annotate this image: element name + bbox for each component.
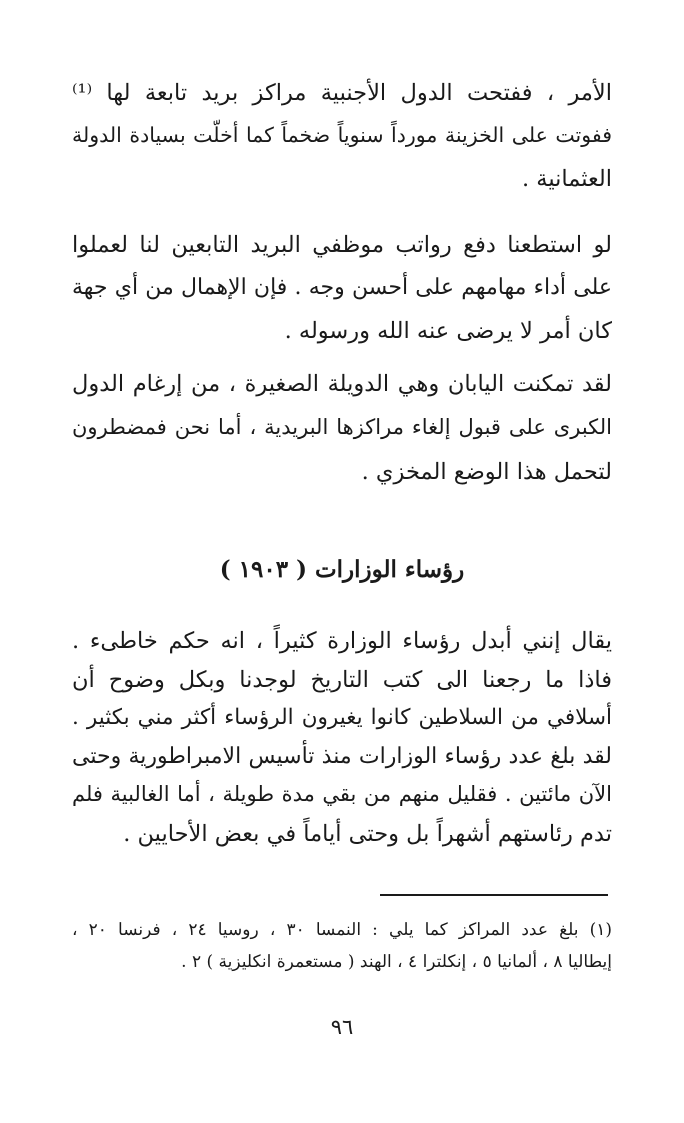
page-number: ٩٦ <box>330 1015 354 1039</box>
paragraph-prime-ministers <box>72 630 612 861</box>
footnote <box>72 922 612 986</box>
text-line: كان أمر لا يرضى عنه الله ورسوله . <box>284 318 612 344</box>
footnote-line: (١) بلغ عدد المراكز كما يلي : النمسا ٣٠ ، روسيا ٢٤ ، فرنسا ٢٠ ، <box>72 920 613 940</box>
text-line: أسلافي من السلاطين كانوا يغيرون الرؤساء أكثر مني بكثير . <box>72 705 612 730</box>
section-heading: رؤساء الوزارات ( ١٩٠٣ ) <box>219 556 465 583</box>
text-line: الأمر ، ففتحت الدول الأجنبية مراكز بريد تابعة لها ⁽¹⁾ <box>72 80 612 106</box>
footnote-line: إيطاليا ٨ ، ألمانيا ٥ ، إنكلترا ٤ ، الهند ( مستعمرة انكليزية ) ٢ . <box>181 952 612 972</box>
text-line: العثمانية . <box>521 166 612 192</box>
text-line: الكبرى على قبول إلغاء مراكزها البريدية ، أما نحن فمضطرون <box>72 415 612 439</box>
text-line: لقد بلغ عدد رؤساء الوزارات منذ تأسيس الامبراطورية وحتى <box>72 743 612 769</box>
paragraph-postal-salaries <box>72 234 612 363</box>
text-line: لتحمل هذا الوضع المخزي . <box>361 459 612 485</box>
text-line: ففوتت على الخزينة مورداً سنوياً ضخماً كما أخلّت بسيادة الدولة <box>72 123 612 147</box>
text-line: لقد تمكنت اليابان وهي الدويلة الصغيرة ، من إرغام الدول <box>72 371 612 397</box>
text-line: تدم رئاستهم أشهراً بل وحتى أياماً في بعض الأحايين . <box>123 820 612 847</box>
paragraph-japan-example <box>72 373 612 505</box>
footnote-divider <box>380 894 608 896</box>
text-line: يقال إنني أبدل رؤساء الوزارة كثيراً ، انه حكم خاطىء . <box>72 628 612 654</box>
text-line: لو استطعنا دفع رواتب موظفي البريد التابعين لنا لعملوا <box>72 232 612 258</box>
text-line: على أداء مهامهم على أحسن وجه . فإن الإهمال من أي جهة <box>72 275 612 300</box>
text-line: فاذا ما رجعنا الى كتب التاريخ لوجدنا وبكل وضوح أن <box>72 666 612 693</box>
text-line: الآن مائتين . فقليل منهم من بقي مدة طويلة ، أما الغالبية فلم <box>72 782 612 806</box>
paragraph-postal-centers <box>72 82 612 211</box>
